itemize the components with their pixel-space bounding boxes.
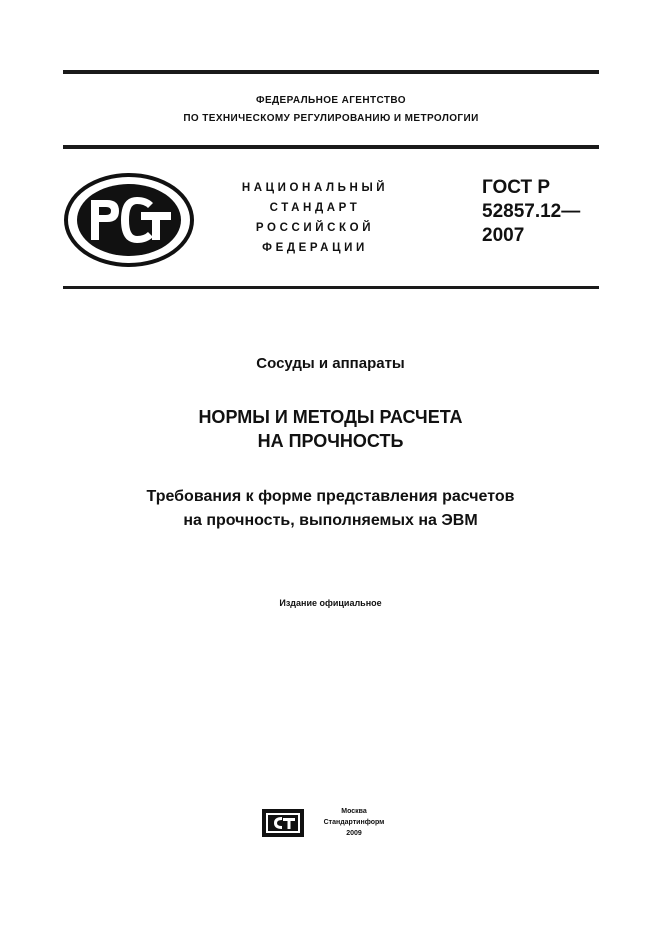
agency-line-2: ПО ТЕХНИЧЕСКОМУ РЕГУЛИРОВАНИЮ И МЕТРОЛОГИИ xyxy=(183,113,479,124)
section-rule xyxy=(63,286,599,289)
standard-line-4: ФЕДЕРАЦИИ xyxy=(262,242,368,254)
subject-heading: Сосуды и аппараты xyxy=(256,355,405,372)
title-line-1: НОРМЫ И МЕТОДЫ РАСЧЕТА xyxy=(198,407,463,427)
edition-note: Издание официальное xyxy=(279,598,382,608)
standard-line-3: РОССИЙСКОЙ xyxy=(255,222,375,234)
national-standard-label xyxy=(210,178,420,258)
top-rule xyxy=(63,70,599,74)
standard-designation xyxy=(482,176,580,248)
publisher-name: Стандартинформ xyxy=(323,819,385,826)
header-rule xyxy=(63,145,599,149)
subtitle-line-2: на прочность, выполняемых на ЭВМ xyxy=(183,512,478,529)
standard-line-1: НАЦИОНАЛЬНЫЙ xyxy=(241,182,389,194)
designation-line-1: ГОСТ Р xyxy=(482,177,551,198)
publisher-year: 2009 xyxy=(346,830,362,837)
designation-line-2: 52857.12— xyxy=(482,201,581,222)
standard-line-2: СТАНДАРТ xyxy=(269,202,361,214)
designation-line-3: 2007 xyxy=(482,225,525,246)
agency-header xyxy=(63,92,599,128)
document-title xyxy=(0,405,661,453)
standartinform-logo-icon xyxy=(262,807,304,844)
subtitle-line-1: Требования к форме представления расчетов xyxy=(146,488,515,505)
document-subtitle xyxy=(0,485,661,533)
rst-emblem-icon xyxy=(63,172,195,273)
publisher-imprint xyxy=(309,806,399,839)
title-line-2: НА ПРОЧНОСТЬ xyxy=(257,431,404,451)
publisher-city: Москва xyxy=(341,808,367,815)
agency-line-1: ФЕДЕРАЛЬНОЕ АГЕНТСТВО xyxy=(256,95,406,106)
